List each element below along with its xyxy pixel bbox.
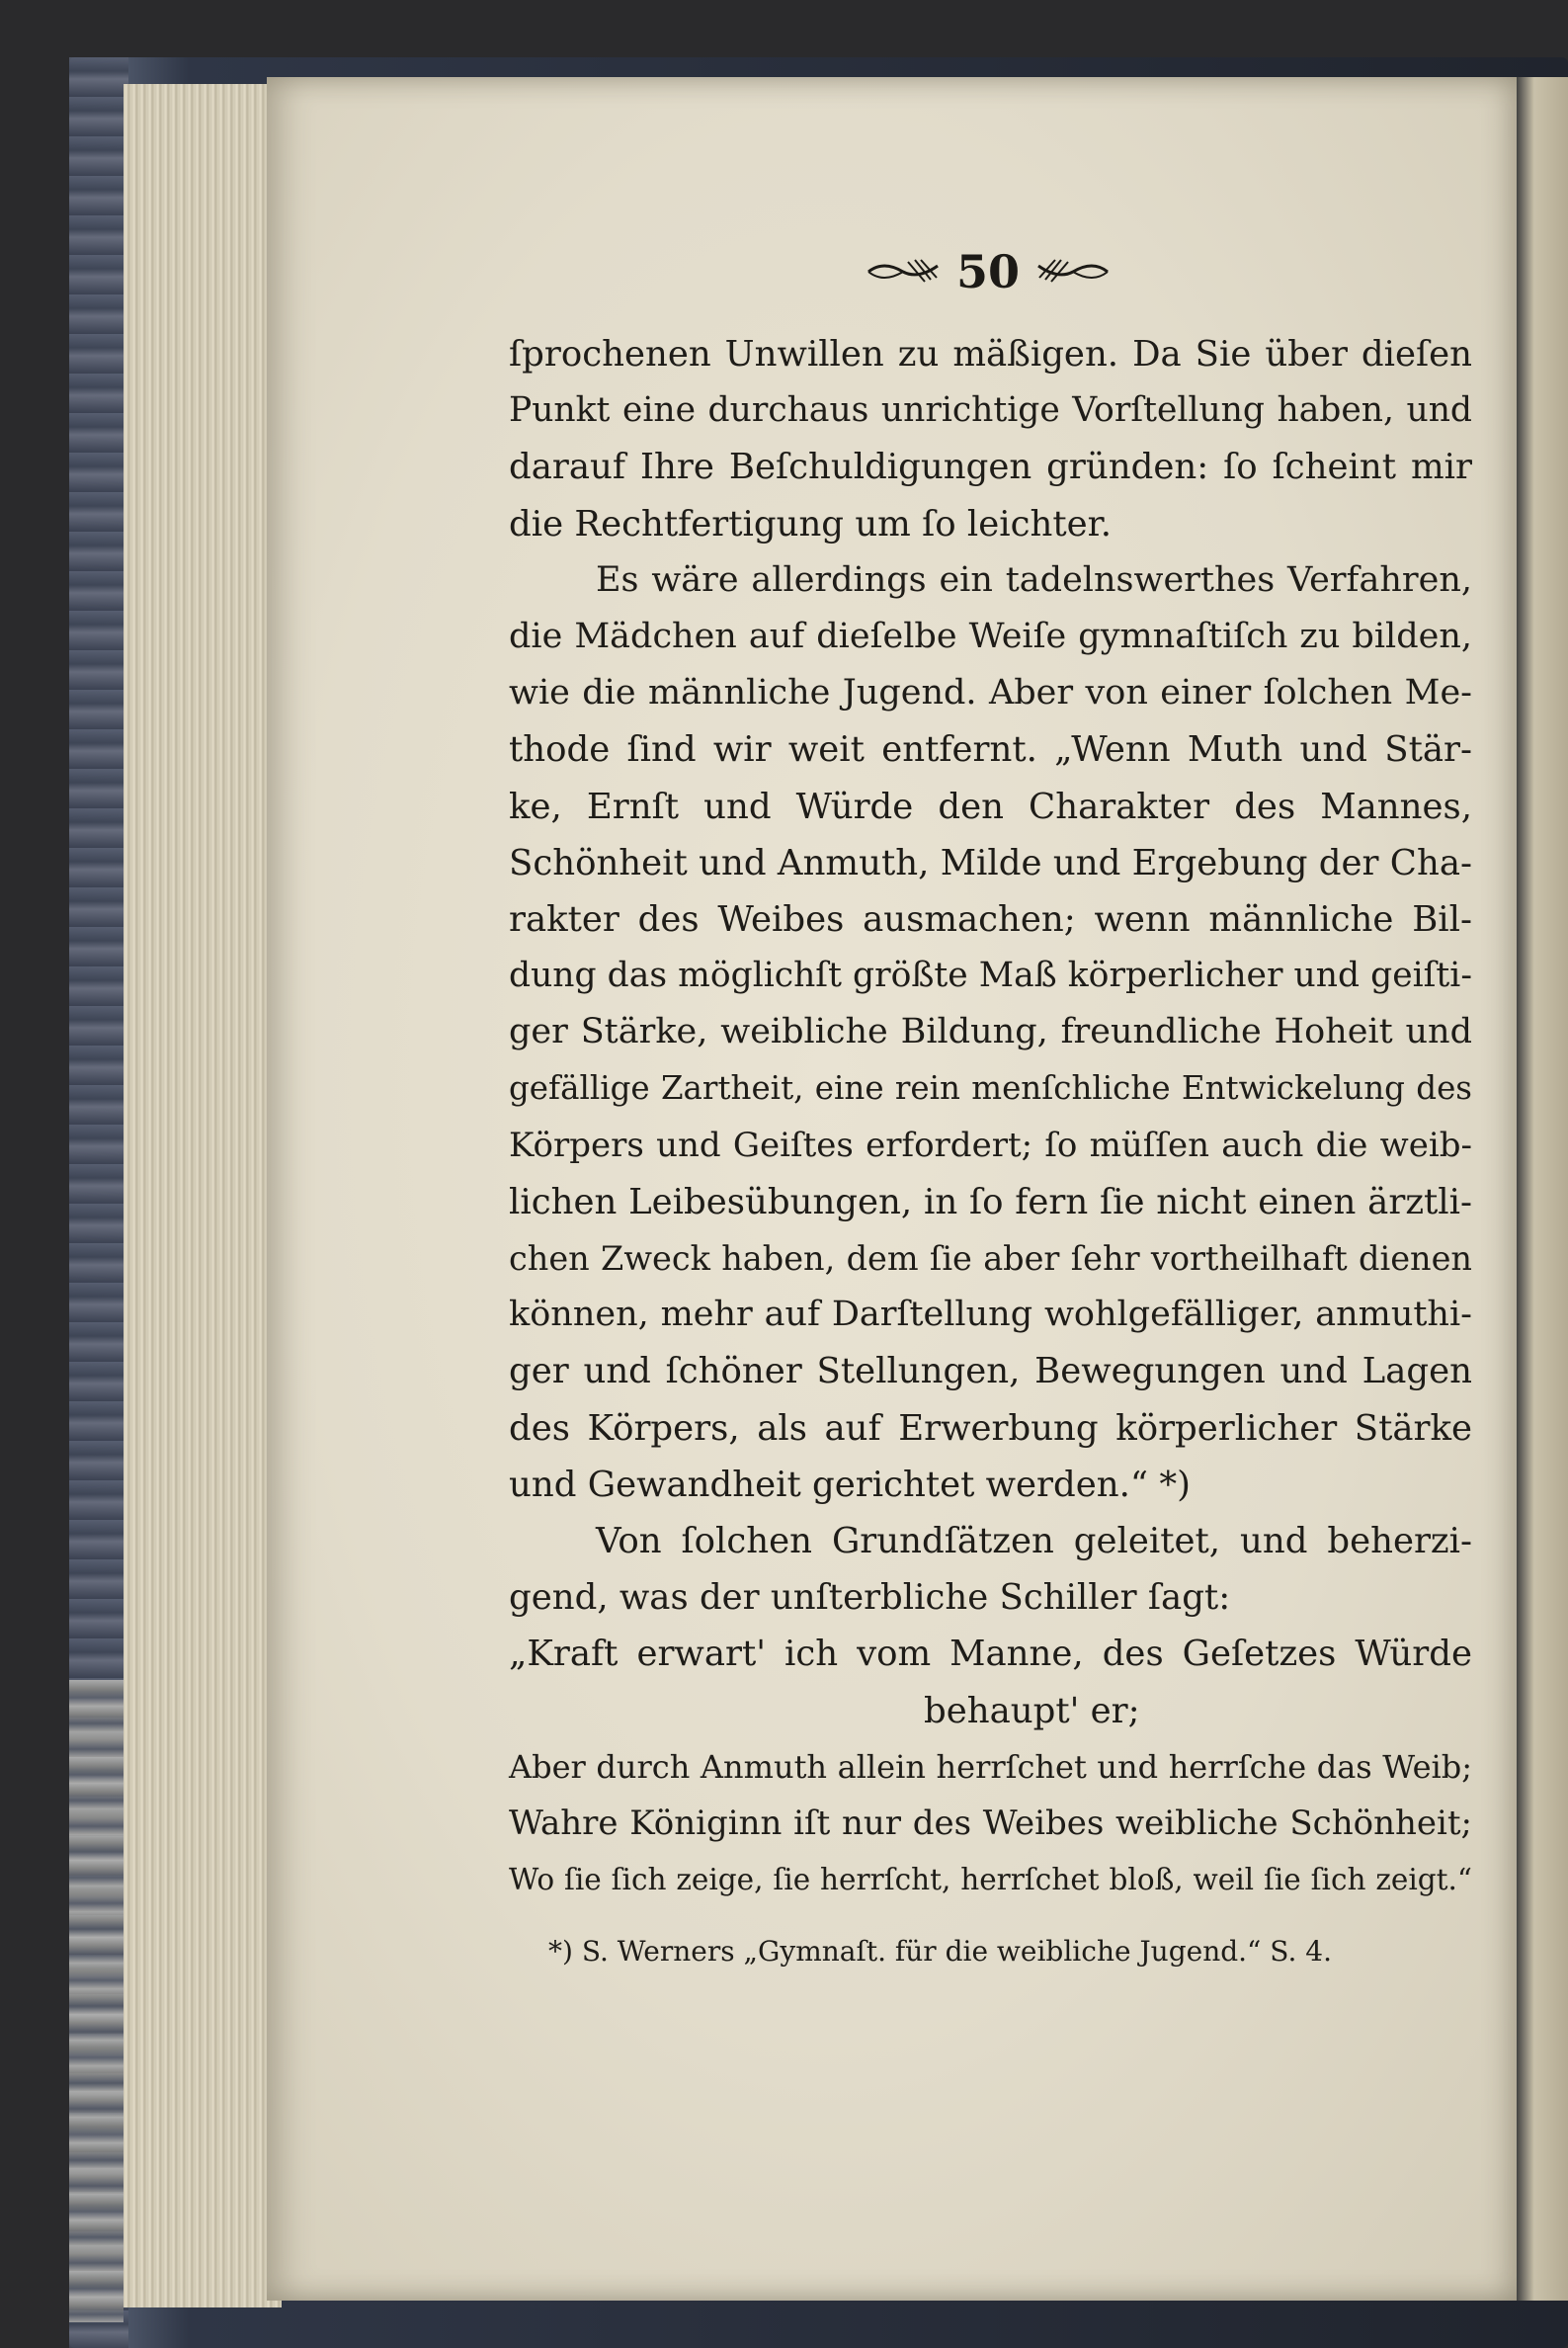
poem-line: „Kraft erwart' ich vom Manne, des Geſetzes Würde — [509, 1634, 1472, 1675]
text-line: rakter des Weibes ausmachen; wenn männliche Bil- — [509, 898, 1472, 940]
text-line: ke, Ernſt und Würde den Charakter des Mannes, — [509, 786, 1472, 827]
text-line: gend, was der unſterbliche Schiller ſagt: — [509, 1577, 1231, 1619]
text-line: können, mehr auf Darſtellung wohlgefälliger, anmuthi- — [509, 1295, 1472, 1335]
text-line: die Mädchen auf dieſelbe Weiſe gymnaſtiſch zu bilden, — [509, 616, 1472, 656]
text-line: thode ſind wir weit entfernt. „Wenn Muth und Stär- — [509, 729, 1472, 771]
text-line: Körpers und Geiſtes erfordert; ſo müſſen auch die weib- — [509, 1125, 1472, 1165]
right-ornament-icon — [1033, 252, 1113, 292]
footnote: *) S. Werners „Gymnaſt. für die weibliche Jugend.“ S. 4. — [548, 1935, 1332, 1968]
text-line: dung das möglichſt größte Maß körperlicher und geiſti- — [509, 956, 1472, 996]
text-line: ger und ſchöner Stellungen, Bewegungen und Lagen — [509, 1351, 1472, 1392]
page-header — [845, 237, 1131, 306]
text-line: lichen Leibesübungen, in ſo fern ſie nicht einen ärztli- — [509, 1181, 1472, 1222]
text-line: die Rechtfertigung um ſo leichter. — [509, 503, 1113, 545]
text-line: und Gewandheit gerichtet werden.“ *) — [509, 1464, 1191, 1505]
poem-line: Aber durch Anmuth allein herrſchet und herrſche das Weib; — [509, 1747, 1472, 1786]
poem-line: behaupt' er; — [924, 1690, 1140, 1731]
cover-worn-edge — [69, 1680, 124, 2322]
text-line: ſprochenen Unwillen zu mäßigen. Da Sie über dieſen — [509, 334, 1472, 375]
text-line: ger Stärke, weibliche Bildung, freundliche Hoheit und — [509, 1012, 1472, 1052]
poem-line: Wahre Königinn iſt nur des Weibes weibliche Schönheit; — [509, 1803, 1472, 1843]
text-line: Punkt eine durchaus unrichtige Vorſtellung haben, und — [509, 390, 1472, 431]
left-ornament-icon — [864, 252, 943, 292]
body-text — [509, 326, 1472, 1908]
text-line: Schönheit und Anmuth, Milde und Ergebung der Cha- — [509, 842, 1472, 883]
text-line: Von ſolchen Grundſätzen geleitet, und beherzi- — [596, 1520, 1472, 1561]
facing-page-edge — [1512, 77, 1568, 2301]
page-number: 50 — [955, 245, 1020, 298]
text-line: wie die männliche Jugend. Aber von einer ſolchen Me- — [509, 673, 1472, 713]
poem-line: Wo ſie ſich zeige, ſie herrſcht, herrſchet bloß, weil ſie ſich zeigt.“ — [509, 1863, 1472, 1897]
text-line: darauf Ihre Beſchuldigungen gründen: ſo ſcheint mir — [509, 447, 1472, 488]
text-line: chen Zweck haben, dem ſie aber ſehr vortheilhaft dienen — [509, 1239, 1472, 1278]
page-stack — [124, 84, 282, 2307]
text-line: des Körpers, als auf Erwerbung körperlicher Stärke — [509, 1407, 1472, 1449]
text-line: Es wäre allerdings ein tadelnswerthes Verfahren, — [596, 559, 1472, 600]
text-line: gefällige Zartheit, eine rein menſchliche Entwickelung des — [509, 1069, 1472, 1108]
